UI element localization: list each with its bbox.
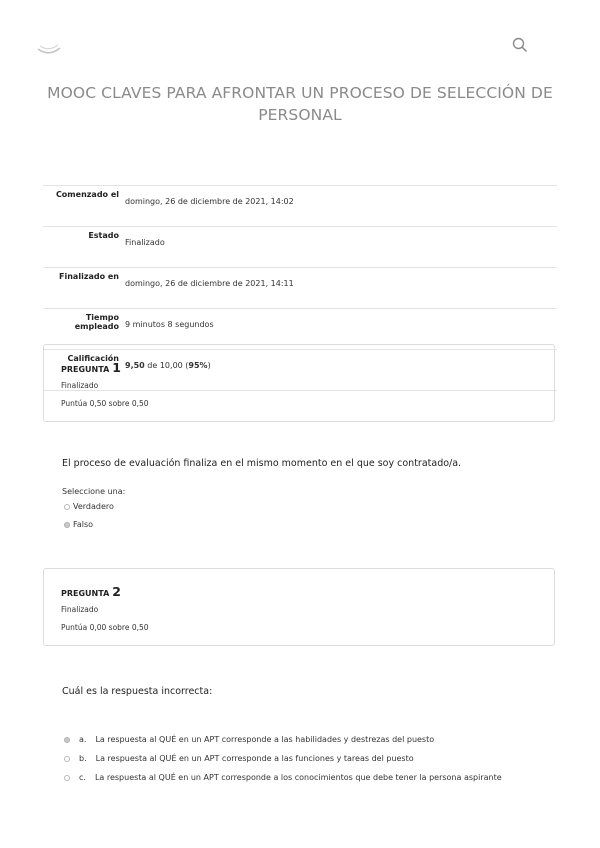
radio-button[interactable] xyxy=(64,775,70,781)
answer-option-falso[interactable] xyxy=(64,520,93,529)
answer-option-c[interactable] xyxy=(64,773,502,782)
summary-label: Calificación xyxy=(43,350,119,391)
summary-value: domingo, 26 de diciembre de 2021, 14:11 xyxy=(119,268,557,309)
course-title: MOOC CLAVES PARA AFRONTAR UN PROCESO DE SELECCIÓN DE PERSONAL xyxy=(47,84,553,124)
radio-button[interactable] xyxy=(64,756,70,762)
question-mark: Puntúa 0,50 sobre 0,50 xyxy=(61,399,149,408)
answer-option-label: Verdadero xyxy=(73,502,114,511)
question-label: PREGUNTA 2 xyxy=(61,584,121,599)
question-text: El proceso de evaluación finaliza en el mismo momento en el que soy contratado/a. xyxy=(62,458,462,469)
grade-value: 9,50 xyxy=(125,361,145,370)
answer-option-verdadero[interactable] xyxy=(64,502,114,511)
question-number: 1 xyxy=(112,360,121,375)
question-info-card xyxy=(43,568,555,646)
question-label: PREGUNTA 1 xyxy=(61,360,121,375)
summary-row-finished xyxy=(43,268,557,309)
summary-row-started xyxy=(43,186,557,227)
answer-option-letter: c. xyxy=(79,773,86,782)
question-state: Finalizado xyxy=(61,605,99,614)
grade-percent: 95% xyxy=(188,361,208,370)
summary-value: Finalizado xyxy=(119,227,557,268)
grade-of: de 10,00 ( xyxy=(147,361,189,370)
answer-option-letter: a. xyxy=(79,735,87,744)
answer-option-label: La respuesta al QUÉ en un APT corresponde a los conocimientos que debe tener la persona aspirante xyxy=(94,773,502,782)
summary-value: 9,50 de 10,00 (95%) xyxy=(119,350,557,391)
summary-value: domingo, 26 de diciembre de 2021, 14:02 xyxy=(119,186,557,227)
summary-label: Finalizado en xyxy=(43,268,119,309)
answer-option-a[interactable] xyxy=(64,735,434,744)
answer-option-label: La respuesta al QUÉ en un APT corresponde a las habilidades y destrezas del puesto xyxy=(95,735,435,744)
summary-label: Estado xyxy=(43,227,119,268)
summary-label: Tiempo empleado xyxy=(43,309,119,350)
radio-button[interactable] xyxy=(64,504,70,510)
summary-row-status xyxy=(43,227,557,268)
radio-button-selected[interactable] xyxy=(64,737,70,743)
radio-button-selected[interactable] xyxy=(64,522,70,528)
search-icon[interactable] xyxy=(512,37,528,53)
question-mark: Puntúa 0,00 sobre 0,50 xyxy=(61,623,149,632)
answer-option-label: Falso xyxy=(73,520,94,529)
answer-option-label: La respuesta al QUÉ en un APT corresponde a las funciones y tareas del puesto xyxy=(95,754,414,763)
logo-icon[interactable] xyxy=(36,40,62,56)
answer-option-letter: b. xyxy=(79,754,87,763)
question-text: Cuál es la respuesta incorrecta: xyxy=(62,686,213,697)
summary-label: Comenzado el xyxy=(43,186,119,227)
question-number: 2 xyxy=(112,584,121,599)
question-info-card xyxy=(43,344,555,422)
summary-value: 9 minutos 8 segundos xyxy=(119,309,557,350)
answer-option-b[interactable] xyxy=(64,754,414,763)
question-state: Finalizado xyxy=(61,381,99,390)
answer-prompt: Seleccione una: xyxy=(62,487,126,496)
